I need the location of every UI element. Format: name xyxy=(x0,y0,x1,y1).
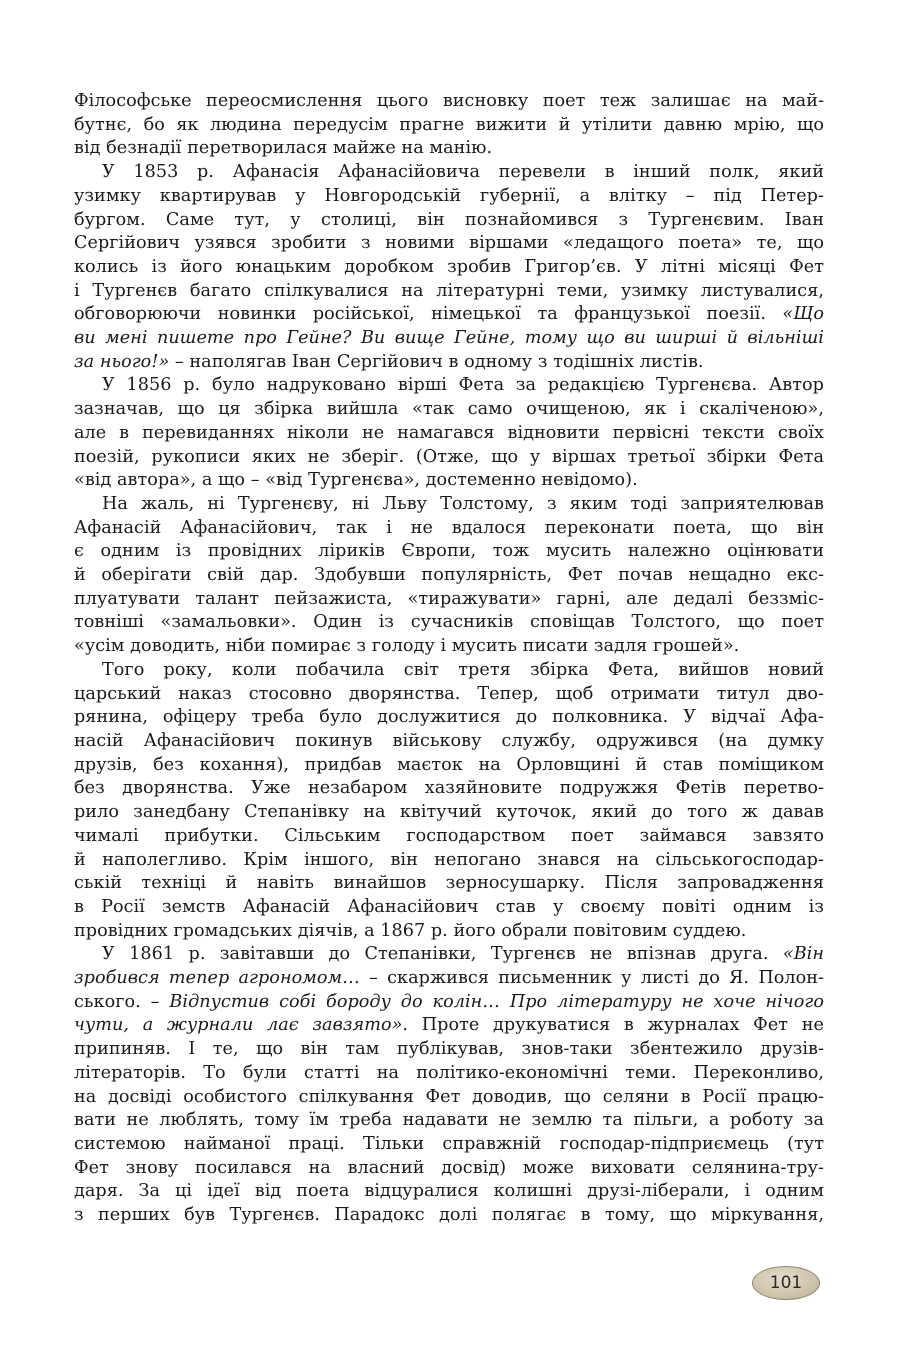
quote-italic: за нього!» xyxy=(74,351,170,372)
text-line: поезій, рукописи яких не зберіг. (Отже, що у віршах третьої збірки Фета xyxy=(74,446,824,467)
text-line: бутнє, бо як людина передусім прагне вижити й утілити давню мрію, що xyxy=(74,114,824,135)
text-line: й оберігати свій дар. Здобувши популярність, Фет почав нещадно екс- xyxy=(74,565,824,586)
text-line xyxy=(74,991,824,1015)
text-line: провідних громадських діячів, а 1867 р. його обрали повітовим суддею. xyxy=(74,920,747,941)
text-line: царський наказ стосовно дворянства. Тепер, щоб отримати титул дво- xyxy=(74,683,824,704)
text-line: Сергійович узявся зробити з новими віршами «ледащого поета» те, що xyxy=(74,233,824,254)
page-number-badge xyxy=(752,1266,820,1300)
text-segment: ського. – xyxy=(74,991,170,1012)
text-line: товніші «замальовки». Один із сучасників сповіщав Толстого, що поет xyxy=(74,612,824,633)
text-line: Фет знову посилався на власний досвід) може виховати селянина-тру- xyxy=(74,1157,824,1178)
text-line: припиняв. І те, що він там публікував, знов-таки збентежило друзів- xyxy=(74,1039,824,1060)
text-line: друзів, без кохання), придбав маєток на Орловщині й став поміщиком xyxy=(74,754,824,775)
quote-italic-line: ви мені пишете про Гейне? Ви вище Гейне, тому що ви ширші й вільніші xyxy=(74,328,824,349)
text-line: і Тургенєв багато спілкувалися на літературні теми, узимку листувалися, xyxy=(74,280,824,301)
text-line: насій Афанасійович покинув військову службу, одружився (на думку xyxy=(74,730,824,751)
text-line: Того року, коли побачила світ третя збірка Фета, вийшов новий xyxy=(102,659,824,680)
text-line xyxy=(74,303,824,327)
paragraph-5 xyxy=(74,659,824,943)
text-line: й наполегливо. Крім іншого, він непогано знався на сільськогосподар- xyxy=(74,849,824,870)
paragraph-1 xyxy=(74,90,824,161)
text-line: рянина, офіцеру треба було дослужитися до полковника. У відчаї Афа- xyxy=(74,707,824,728)
quote-italic: «Він xyxy=(782,944,824,965)
quote-italic: Відпустив собі бороду до колін… Про літературу не хоче нічого xyxy=(169,991,825,1012)
text-line: У 1853 р. Афанасія Афанасійовича перевели в інший полк, який xyxy=(102,162,824,183)
text-line: вати не люблять, тому їм треба надавати не землю та пільги, а роботу за xyxy=(74,1110,824,1131)
text-line xyxy=(74,967,824,991)
text-segment: У 1861 р. завітавши до Степанівки, Тургенєв не впізнав друга. xyxy=(102,944,783,965)
text-line: плуатувати талант пейзажиста, «тиражувати» гарні, але дедалі беззміс- xyxy=(74,588,824,609)
quote-italic: «Що xyxy=(782,304,824,325)
quote-italic: зробився тепер агрономом… xyxy=(74,968,360,989)
text-line xyxy=(74,351,824,375)
text-segment: . Проте друкуватися в журналах Фет не xyxy=(402,1015,825,1036)
text-segment: – скаржився письменник у листі до Я. Полон- xyxy=(359,968,824,989)
text-line: даря. За ці ідеї від поета відцуралися колишні друзі-ліберали, і одним xyxy=(74,1181,824,1202)
text-line: є одним із провідних ліриків Європи, тож мусить належно оцінювати xyxy=(74,541,824,562)
text-line: колись із його юнацьким доробком зробив Григор’єв. У літні місяці Фет xyxy=(74,256,824,277)
text-segment: – наполягав Іван Сергійович в одному з тодішніх листів. xyxy=(169,351,704,372)
text-line: зазначав, що ця збірка вийшла «так само очищеною, як і скаліченою», xyxy=(74,399,824,420)
text-line: рило занедбану Степанівку на квітучий куточок, який до того ж давав xyxy=(74,802,824,823)
paragraph-3 xyxy=(74,374,824,493)
text-segment: обговорюючи новинки російської, німецької та французької поезії. xyxy=(74,304,783,325)
text-line: «від автора», а що – «від Тургенєва», достеменно невідомо). xyxy=(74,470,638,491)
text-line: чималі прибутки. Сільським господарством поет займався завзято xyxy=(74,825,824,846)
paragraph-2 xyxy=(74,161,824,374)
text-line: Філософське переосмислення цього висновку поет теж залишає на май- xyxy=(74,91,824,111)
text-line: на досвіді особистого спілкування Фет доводив, що селяни в Росії працю- xyxy=(74,1086,824,1107)
text-line: У 1856 р. було надруковано вірші Фета за редакцією Тургенєва. Автор xyxy=(102,375,824,396)
text-line: літераторів. То були статті на політико-економічні теми. Переконливо, xyxy=(74,1062,824,1083)
text-line: від безнадії перетворилася майже на манію. xyxy=(74,138,493,159)
text-line: системою найманої праці. Тільки справжній господар-підприємець (тут xyxy=(74,1133,824,1154)
text-line: Афанасій Афанасійович, так і не вдалося переконати поета, що він xyxy=(74,517,824,538)
text-line: але в перевиданнях ніколи не намагався відновити первісні тексти своїх xyxy=(74,422,824,443)
text-line: бургом. Саме тут, у столиці, він познайомився з Тургенєвим. Іван xyxy=(74,209,824,230)
text-line: з перших був Тургенєв. Парадокс долі полягає в тому, що міркування, xyxy=(74,1205,824,1226)
text-line: На жаль, ні Тургенєву, ні Льву Толстому, з яким тоді заприятелював xyxy=(102,493,824,514)
text-line: в Росії земств Афанасій Афанасійович став у своєму повіті одним із xyxy=(74,896,824,917)
page-number: 101 xyxy=(769,1273,803,1293)
page-body xyxy=(74,90,824,1228)
paragraph-6 xyxy=(74,943,824,1227)
text-line: без дворянства. Уже незабаром хазяйновите подружжя Фетів перетво- xyxy=(74,778,824,799)
quote-italic: чути, а журнали лає завзято» xyxy=(74,1015,403,1036)
text-line xyxy=(74,1014,824,1038)
text-line xyxy=(74,943,824,967)
text-line: узимку квартирував у Новгородській губернії, а влітку – під Петер- xyxy=(74,185,824,206)
text-line: «усім доводить, ніби помирає з голоду і мусить писати задля грошей». xyxy=(74,636,740,657)
text-line: ській техніці й навіть винайшов зерносушарку. Після запровадження xyxy=(74,873,824,894)
paragraph-4 xyxy=(74,493,824,659)
